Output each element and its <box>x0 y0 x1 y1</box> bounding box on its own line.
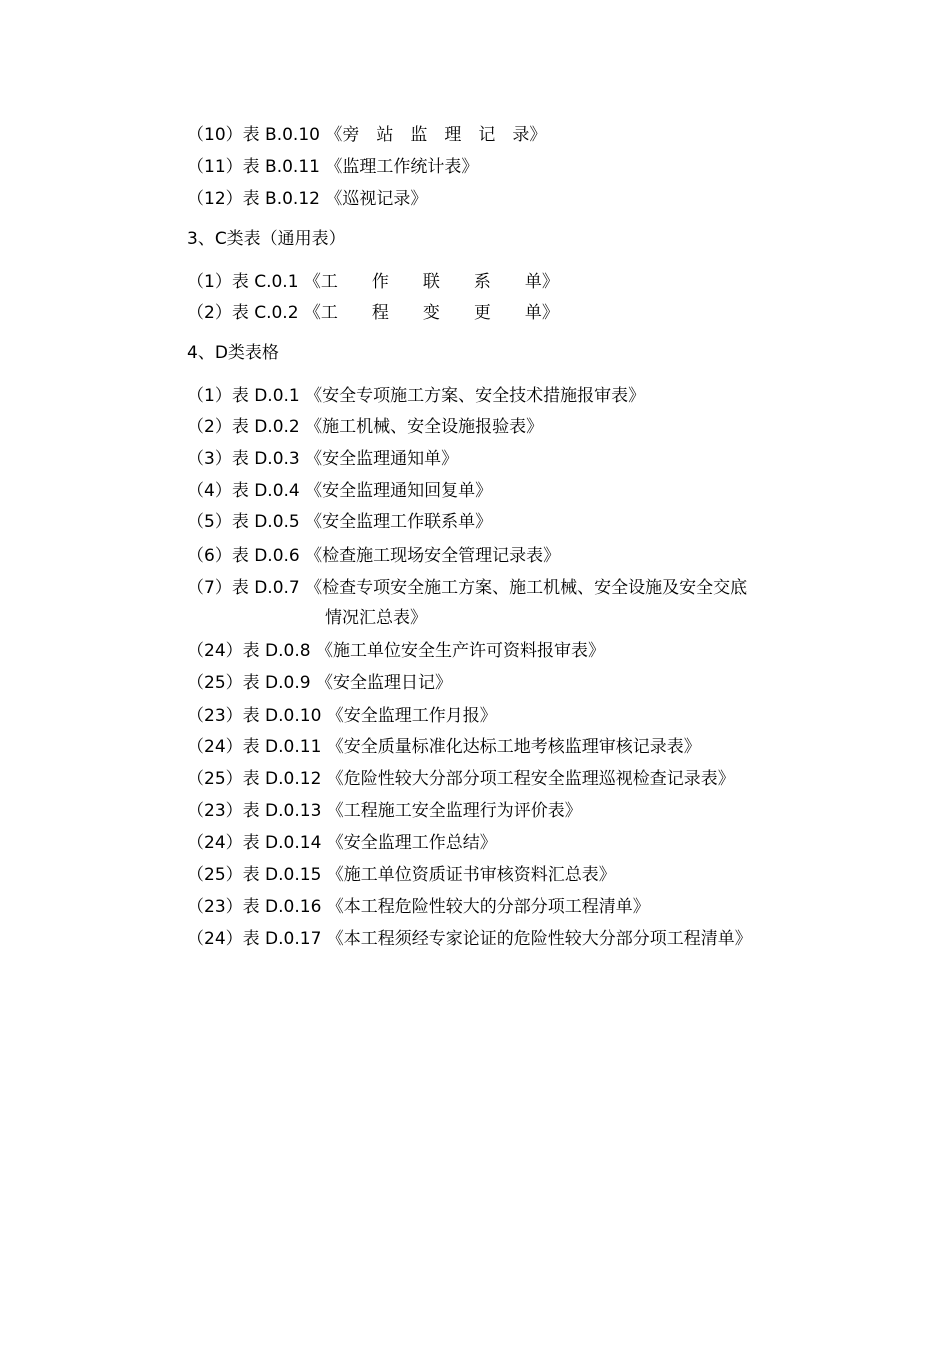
item-d-0-9: （25）表 D.0.9 《安全监理日记》 <box>187 673 452 693</box>
item-d-0-7-continuation: 情况汇总表》 <box>325 608 427 628</box>
item-c-0-1: （1）表 C.0.1 《工 作 联 系 单》 <box>187 272 559 292</box>
item-d-0-15: （25）表 D.0.15 《施工单位资质证书审核资料汇总表》 <box>187 865 616 885</box>
section-heading-c: 3、C类表（通用表） <box>187 229 346 249</box>
item-d-0-12: （25）表 D.0.12 《危险性较大分部分项工程安全监理巡视检查记录表》 <box>187 769 735 789</box>
item-c-0-2: （2）表 C.0.2 《工 程 变 更 单》 <box>187 303 559 323</box>
item-d-0-7: （7）表 D.0.7 《检查专项安全施工方案、施工机械、安全设施及安全交底 <box>187 578 748 598</box>
item-b-0-10: （10）表 B.0.10 《旁 站 监 理 记 录》 <box>187 125 547 145</box>
item-d-0-17: （24）表 D.0.17 《本工程须经专家论证的危险性较大分部分项工程清单》 <box>187 929 752 949</box>
item-d-0-1: （1）表 D.0.1 《安全专项施工方案、安全技术措施报审表》 <box>187 386 646 406</box>
item-d-0-16: （23）表 D.0.16 《本工程危险性较大的分部分项工程清单》 <box>187 897 650 917</box>
item-b-0-12: （12）表 B.0.12 《巡视记录》 <box>187 189 428 209</box>
section-heading-d: 4、D类表格 <box>187 343 279 363</box>
item-d-0-4: （4）表 D.0.4 《安全监理通知回复单》 <box>187 481 493 501</box>
item-d-0-14: （24）表 D.0.14 《安全监理工作总结》 <box>187 833 497 853</box>
item-d-0-3: （3）表 D.0.3 《安全监理通知单》 <box>187 449 459 469</box>
item-d-0-6: （6）表 D.0.6 《检查施工现场安全管理记录表》 <box>187 546 561 566</box>
item-d-0-2: （2）表 D.0.2 《施工机械、安全设施报验表》 <box>187 417 544 437</box>
item-b-0-11: （11）表 B.0.11 《监理工作统计表》 <box>187 157 479 177</box>
item-d-0-8: （24）表 D.0.8 《施工单位安全生产许可资料报审表》 <box>187 641 605 661</box>
item-d-0-5: （5）表 D.0.5 《安全监理工作联系单》 <box>187 512 493 532</box>
item-d-0-11: （24）表 D.0.11 《安全质量标准化达标工地考核监理审核记录表》 <box>187 737 701 757</box>
item-d-0-10: （23）表 D.0.10 《安全监理工作月报》 <box>187 706 497 726</box>
item-d-0-13: （23）表 D.0.13 《工程施工安全监理行为评价表》 <box>187 801 582 821</box>
